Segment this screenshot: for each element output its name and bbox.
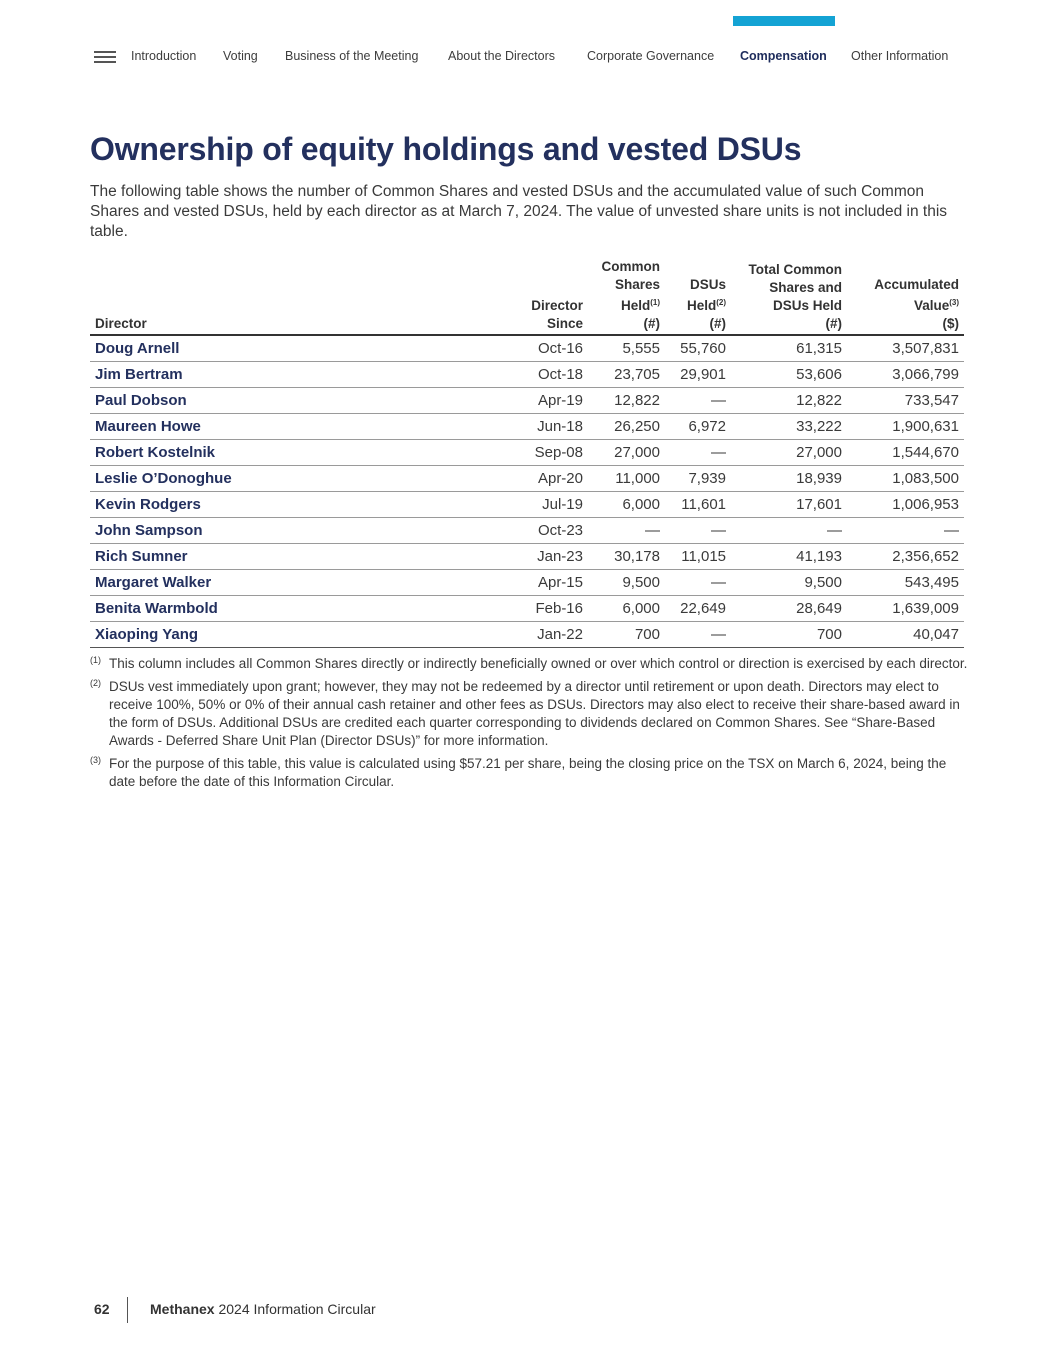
dsus-held: — xyxy=(665,518,731,544)
total-held: — xyxy=(731,518,847,544)
table-row xyxy=(90,492,964,518)
director-name[interactable]: Robert Kostelnik xyxy=(90,440,485,466)
dsus-held: 11,015 xyxy=(665,544,731,570)
header-accumulated-value: Accumulated Value$^{(3)}$ ($) xyxy=(847,258,964,335)
accumulated-value: 1,544,670 xyxy=(847,440,964,466)
table-header-row xyxy=(90,258,964,335)
top-navigation xyxy=(92,47,972,65)
header-director: Director xyxy=(90,258,485,335)
header-dsus-held: DSUs Held$^{(2)}$ (#) xyxy=(665,258,731,335)
director-name[interactable]: Paul Dobson xyxy=(90,388,485,414)
nav-business-of-the-meeting[interactable]: Business of the Meeting xyxy=(285,49,419,63)
table-row xyxy=(90,622,964,648)
common-shares-held: 30,178 xyxy=(588,544,665,570)
director-name[interactable]: Rich Sumner xyxy=(90,544,485,570)
table-row xyxy=(90,414,964,440)
director-since: Sep-08 xyxy=(485,440,588,466)
common-shares-held: 9,500 xyxy=(588,570,665,596)
director-name[interactable]: Maureen Howe xyxy=(90,414,485,440)
footnote-2: (2) DSUs vest immediately upon grant; however, they may not be redeemed by a director until retirement or upon death. Directors may elect to receive 100%, 50% or 0% of their annual cash retainer and other fees as DSUs. Directors may also elect to receive their share-based award in the form of DSUs. Additional DSUs are credited each quarter corresponding to dividends declared on Common Shares. See “Share-Based Awards - Deferred Share Unit Plan (Director DSUs)” for more information. xyxy=(90,678,960,748)
page-number: 62 xyxy=(94,1301,110,1317)
table-row xyxy=(90,518,964,544)
total-held: 700 xyxy=(731,622,847,648)
table-row xyxy=(90,388,964,414)
common-shares-held: 5,555 xyxy=(588,335,665,362)
dsus-held: 29,901 xyxy=(665,362,731,388)
director-since: Jul-19 xyxy=(485,492,588,518)
table-row xyxy=(90,362,964,388)
director-since: Apr-19 xyxy=(485,388,588,414)
dsus-held: — xyxy=(665,622,731,648)
director-since: Oct-16 xyxy=(485,335,588,362)
director-since: Oct-18 xyxy=(485,362,588,388)
dsus-held: — xyxy=(665,570,731,596)
footnote-3: (3) For the purpose of this table, this value is calculated using $57.21 per share, being the closing price on the TSX on March 6, 2024, being the date before the date of this Information Circular. xyxy=(90,755,947,789)
accumulated-value: 3,066,799 xyxy=(847,362,964,388)
dsus-held: 6,972 xyxy=(665,414,731,440)
nav-introduction[interactable]: Introduction xyxy=(131,49,197,63)
table-row xyxy=(90,335,964,362)
table-row xyxy=(90,570,964,596)
director-since: Jan-23 xyxy=(485,544,588,570)
accumulated-value: 40,047 xyxy=(847,622,964,648)
director-since: Apr-20 xyxy=(485,466,588,492)
total-held: 9,500 xyxy=(731,570,847,596)
table-row xyxy=(90,596,964,622)
common-shares-held: 6,000 xyxy=(588,492,665,518)
common-shares-held: 700 xyxy=(588,622,665,648)
director-since: Jan-22 xyxy=(485,622,588,648)
hamburger-menu-icon[interactable] xyxy=(94,51,116,63)
director-since: Oct-23 xyxy=(485,518,588,544)
footer-divider xyxy=(127,1297,128,1323)
director-name[interactable]: Jim Bertram xyxy=(90,362,485,388)
dsus-held: 22,649 xyxy=(665,596,731,622)
director-since: Jun-18 xyxy=(485,414,588,440)
dsus-held: 7,939 xyxy=(665,466,731,492)
director-name[interactable]: Xiaoping Yang xyxy=(90,622,485,648)
nav-corporate-governance[interactable]: Corporate Governance xyxy=(587,49,715,63)
director-name[interactable]: Leslie O’Donoghue xyxy=(90,466,485,492)
table-row xyxy=(90,440,964,466)
accumulated-value: 733,547 xyxy=(847,388,964,414)
total-held: 17,601 xyxy=(731,492,847,518)
dsus-held: — xyxy=(665,388,731,414)
total-held: 12,822 xyxy=(731,388,847,414)
accumulated-value: 1,006,953 xyxy=(847,492,964,518)
total-held: 27,000 xyxy=(731,440,847,466)
director-name[interactable]: Kevin Rodgers xyxy=(90,492,485,518)
total-held: 41,193 xyxy=(731,544,847,570)
footer-brand: Methanex xyxy=(150,1301,215,1317)
table-row xyxy=(90,544,964,570)
total-held: 28,649 xyxy=(731,596,847,622)
active-section-indicator xyxy=(733,16,835,26)
common-shares-held: 6,000 xyxy=(588,596,665,622)
intro-paragraph: The following table shows the number of Common Shares and vested DSUs and the accumulated value of such Common Shares and vested DSUs, held by each director as at March 7, 2024. The value of unvested share units is not included in this table. xyxy=(90,183,948,240)
accumulated-value: 1,083,500 xyxy=(847,466,964,492)
accumulated-value: — xyxy=(847,518,964,544)
accumulated-value: 2,356,652 xyxy=(847,544,964,570)
nav-other-information[interactable]: Other Information xyxy=(851,49,949,63)
total-held: 61,315 xyxy=(731,335,847,362)
director-since: Feb-16 xyxy=(485,596,588,622)
page-title: Ownership of equity holdings and vested DSUs xyxy=(90,131,802,167)
common-shares-held: 26,250 xyxy=(588,414,665,440)
director-name[interactable]: Benita Warmbold xyxy=(90,596,485,622)
table-row xyxy=(90,466,964,492)
footnote-1: (1) This column includes all Common Shares directly or indirectly beneficially owned or over which control or direction is exercised by each director. xyxy=(90,655,968,671)
nav-compensation[interactable]: Compensation xyxy=(740,49,827,63)
nav-about-the-directors[interactable]: About the Directors xyxy=(448,49,555,63)
nav-voting[interactable]: Voting xyxy=(223,49,258,63)
header-total-common-shares-and-dsus: Total Common Shares and DSUs Held (#) xyxy=(731,258,847,335)
director-name[interactable]: John Sampson xyxy=(90,518,485,544)
common-shares-held: 23,705 xyxy=(588,362,665,388)
common-shares-held: — xyxy=(588,518,665,544)
header-common-shares-held: Common Shares Held$^{(1)}$ (#) xyxy=(588,258,665,335)
total-held: 33,222 xyxy=(731,414,847,440)
common-shares-held: 11,000 xyxy=(588,466,665,492)
accumulated-value: 3,507,831 xyxy=(847,335,964,362)
dsus-held: 11,601 xyxy=(665,492,731,518)
director-name[interactable]: Doug Arnell xyxy=(90,335,485,362)
director-since: Apr-15 xyxy=(485,570,588,596)
footer-document-title xyxy=(150,1301,376,1317)
dsus-held: 55,760 xyxy=(665,335,731,362)
director-name[interactable]: Margaret Walker xyxy=(90,570,485,596)
common-shares-held: 27,000 xyxy=(588,440,665,466)
footnotes xyxy=(90,655,968,796)
accumulated-value: 543,495 xyxy=(847,570,964,596)
accumulated-value: 1,900,631 xyxy=(847,414,964,440)
accumulated-value: 1,639,009 xyxy=(847,596,964,622)
footer-title: 2024 Information Circular xyxy=(218,1301,376,1317)
header-director-since: Director Since xyxy=(485,258,588,335)
equity-holdings-table xyxy=(90,258,964,648)
dsus-held: — xyxy=(665,440,731,466)
total-held: 53,606 xyxy=(731,362,847,388)
common-shares-held: 12,822 xyxy=(588,388,665,414)
total-held: 18,939 xyxy=(731,466,847,492)
